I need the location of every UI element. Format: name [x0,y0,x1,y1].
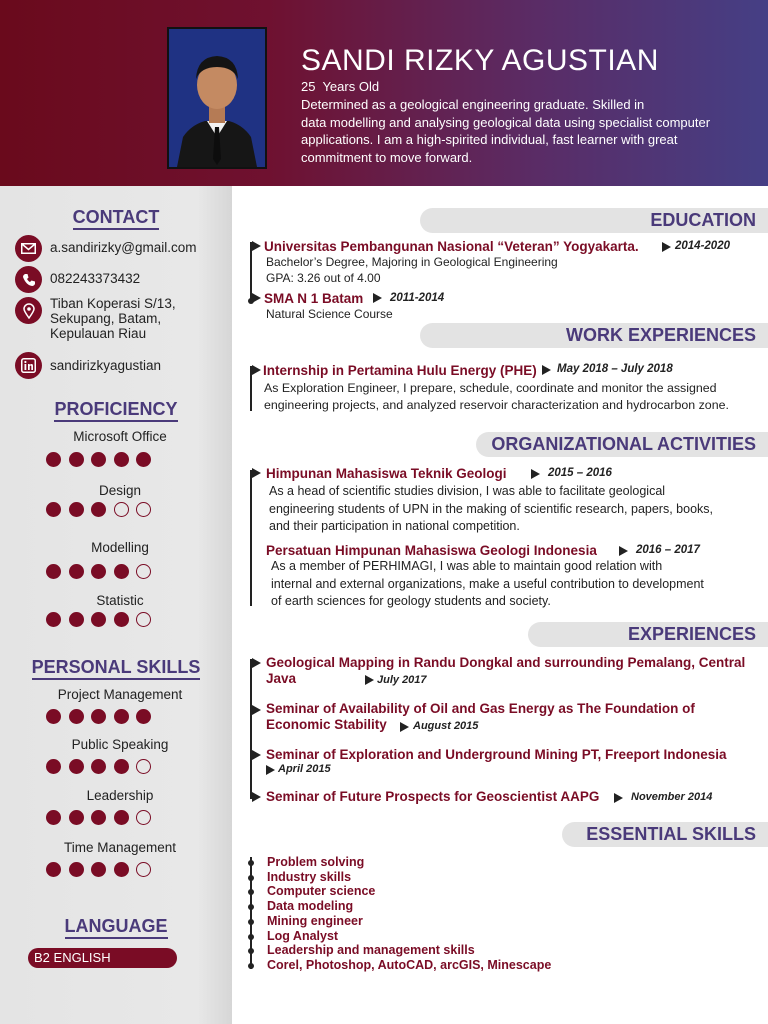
timeline-dot [248,904,254,910]
rating-dots [46,564,151,580]
experience-date-1: July 2017 [377,674,427,686]
rating-dot-filled [46,612,61,627]
essential-skill-item: Leadership and management skills [267,943,475,957]
address-line-2: Sekupang, Batam, [50,311,162,326]
timeline-dot [248,948,254,954]
timeline-dot [248,963,254,969]
timeline-dot [248,919,254,925]
address-line-1: Tiban Koperasi S/13, [50,296,176,311]
work-period-1: May 2018 – July 2018 [557,363,673,375]
date-arrow [400,722,409,732]
essential-skill-item: Problem solving [267,855,365,869]
rating-dot-empty [136,759,151,774]
education-heading: EDUCATION [420,208,768,233]
proficiency-label-design: Design [98,483,142,498]
org-period-1: 2015 – 2016 [548,467,612,479]
experience-date-3: April 2015 [278,763,331,775]
rating-dot-filled [114,452,129,467]
education-detail-1b: GPA: 3.26 out of 4.00 [266,271,381,285]
rating-dot-filled [46,759,61,774]
address-line-3: Kepulauan Riau [50,326,147,341]
rating-dot-filled [136,452,151,467]
rating-dots [46,862,151,878]
bullet-triangle [252,365,261,375]
rating-dot-filled [91,564,106,579]
phone-icon [15,266,42,293]
date-arrow [542,365,551,375]
language-name: ENGLISH [53,950,111,965]
education-period-2: 2011-2014 [390,292,445,304]
essential-skill-item: Log Analyst [267,929,339,943]
rating-dot-filled [46,452,61,467]
rating-dot-filled [114,612,129,627]
rating-dot-filled [46,564,61,579]
education-period-1: 2014-2020 [675,240,730,252]
rating-dot-filled [69,862,84,877]
work-description-1: As Exploration Engineer, I prepare, schedule, coordinate and monitor the assigned engineering projects, and analyzed reservoir characterization and hydrocarbon zone. [264,381,729,412]
essential-skill-item: Corel, Photoshop, AutoCAD, arcGIS, Minescape [267,958,552,972]
org-description-1: As a head of scientific studies division, I was able to facilitate geological engineering students of UPN in the making of scientific research, papers, books, and their participation in national competition. [269,484,713,533]
rating-dot-filled [69,709,84,724]
rating-dots [46,502,151,518]
work-experiences-heading: WORK EXPERIENCES [420,323,768,348]
bullet-triangle [252,468,261,478]
rating-dot-filled [136,709,151,724]
profile-summary: Determined as a geological engineering graduate. Skilled in data modelling and analysing geological data using specialist computer applications. I am a high-spirited individual, fast learner with great commitment to move forward. [301,97,711,165]
experience-title-1: Geological Mapping in Randu Dongkal and surrounding Pemalang, Central Java [266,655,746,686]
rating-dot-empty [136,612,151,627]
bullet-triangle [252,241,261,251]
rating-dot-empty [136,564,151,579]
essential-skill-item: Mining engineer [267,914,363,928]
rating-dot-filled [46,709,61,724]
bullet-triangle [252,792,261,802]
education-detail-1a: Bachelor’s Degree, Majoring in Geological Engineering [266,255,558,269]
bullet-triangle [252,658,261,668]
essential-skill-item: Data modeling [267,899,354,913]
org-name-2: Persatuan Himpunan Mahasiswa Geologi Indonesia [266,543,597,558]
experiences-heading: EXPERIENCES [528,622,768,647]
experiences-timeline [250,659,252,799]
date-arrow [662,242,671,252]
contact-heading: CONTACT [0,207,232,228]
education-detail-2: Natural Science Course [266,307,393,321]
timeline-dot [248,860,254,866]
rating-dot-filled [69,564,84,579]
phone-text: 082243373432 [50,271,141,286]
rating-dot-filled [91,709,106,724]
date-arrow [531,469,540,479]
personal-skills-heading: PERSONAL SKILLS [0,657,232,678]
location-pin-icon [15,297,42,324]
experience-title-2: Seminar of Availability of Oil and Gas Energy as The Foundation of Economic Stability [266,701,695,732]
profile-photo [167,27,267,169]
language-bar [28,948,177,968]
personal-skill-label-project-management: Project Management [57,687,183,702]
date-arrow [266,765,275,775]
date-arrow [365,675,374,685]
email-icon [15,235,42,262]
experience-date-2: August 2015 [413,720,479,732]
rating-dot-filled [46,862,61,877]
rating-dot-filled [91,862,106,877]
rating-dot-filled [69,810,84,825]
email-text[interactable]: a.sandirizky@gmail.com [50,240,197,255]
education-school-1: Universitas Pembangunan Nasional “Veteran” Yogyakarta. [264,239,639,254]
date-arrow [619,546,628,556]
bullet-triangle [252,705,261,715]
rating-dot-empty [136,862,151,877]
language-level: B2 [34,950,50,965]
rating-dot-filled [114,709,129,724]
rating-dot-empty [136,502,151,517]
rating-dot-filled [91,759,106,774]
experience-title-4: Seminar of Future Prospects for Geoscientist AAPG [266,789,600,804]
org-period-2: 2016 – 2017 [636,544,700,556]
rating-dots [46,612,151,628]
age: 25 Years Old [301,79,380,94]
language-heading: LANGUAGE [0,916,232,937]
rating-dot-filled [69,502,84,517]
personal-skill-label-public-speaking: Public Speaking [71,737,169,752]
rating-dot-filled [91,810,106,825]
rating-dot-filled [114,862,129,877]
essential-skill-item: Computer science [267,884,376,898]
date-arrow [614,793,623,803]
essential-skills-heading: ESSENTIAL SKILLS [562,822,768,847]
proficiency-label-modelling: Modelling [91,540,149,555]
bullet-triangle [252,750,261,760]
education-school-2: SMA N 1 Batam [264,291,364,306]
proficiency-label-microsoft-office: Microsoft Office [73,429,167,444]
rating-dot-empty [136,810,151,825]
rating-dot-filled [114,564,129,579]
org-description-2: As a member of PERHIMAGI, I was able to maintain good relation with internal and external organizations, make a useful contribution to development of earth sciences for geology students and society. [271,559,704,608]
proficiency-heading: PROFICIENCY [0,399,232,420]
bullet-triangle [252,293,261,303]
date-arrow [373,293,382,303]
rating-dots [46,452,151,468]
rating-dot-filled [69,759,84,774]
org-name-1: Himpunan Mahasiswa Teknik Geologi [266,466,507,481]
experience-date-4: November 2014 [631,791,713,803]
rating-dot-filled [69,612,84,627]
rating-dots [46,810,151,826]
personal-skill-label-leadership: Leadership [86,788,154,803]
header-banner [0,0,768,186]
essential-skill-item: Industry skills [267,870,352,884]
rating-dot-filled [69,452,84,467]
rating-dot-filled [91,612,106,627]
full-name: SANDI RIZKY AGUSTIAN [301,44,659,77]
organizational-timeline [250,470,252,606]
rating-dots [46,709,151,725]
work-role-1: Internship in Pertamina Hulu Energy (PHE) [263,363,537,378]
rating-dot-filled [46,810,61,825]
rating-dots [46,759,151,775]
rating-dot-filled [46,502,61,517]
rating-dot-filled [91,452,106,467]
linkedin-icon [15,352,42,379]
rating-dot-filled [91,502,106,517]
rating-dot-empty [114,502,129,517]
organizational-activities-heading: ORGANIZATIONAL ACTIVITIES [476,432,768,457]
timeline-dot [248,875,254,881]
proficiency-label-statistic: Statistic [96,593,144,608]
timeline-dot [248,889,254,895]
experience-title-3: Seminar of Exploration and Underground Mining PT, Freeport Indonesia [266,747,727,762]
personal-skill-label-time-management: Time Management [63,840,177,855]
linkedin-text[interactable]: sandirizkyagustian [50,358,162,373]
rating-dot-filled [114,759,129,774]
rating-dot-filled [114,810,129,825]
timeline-dot [248,934,254,940]
